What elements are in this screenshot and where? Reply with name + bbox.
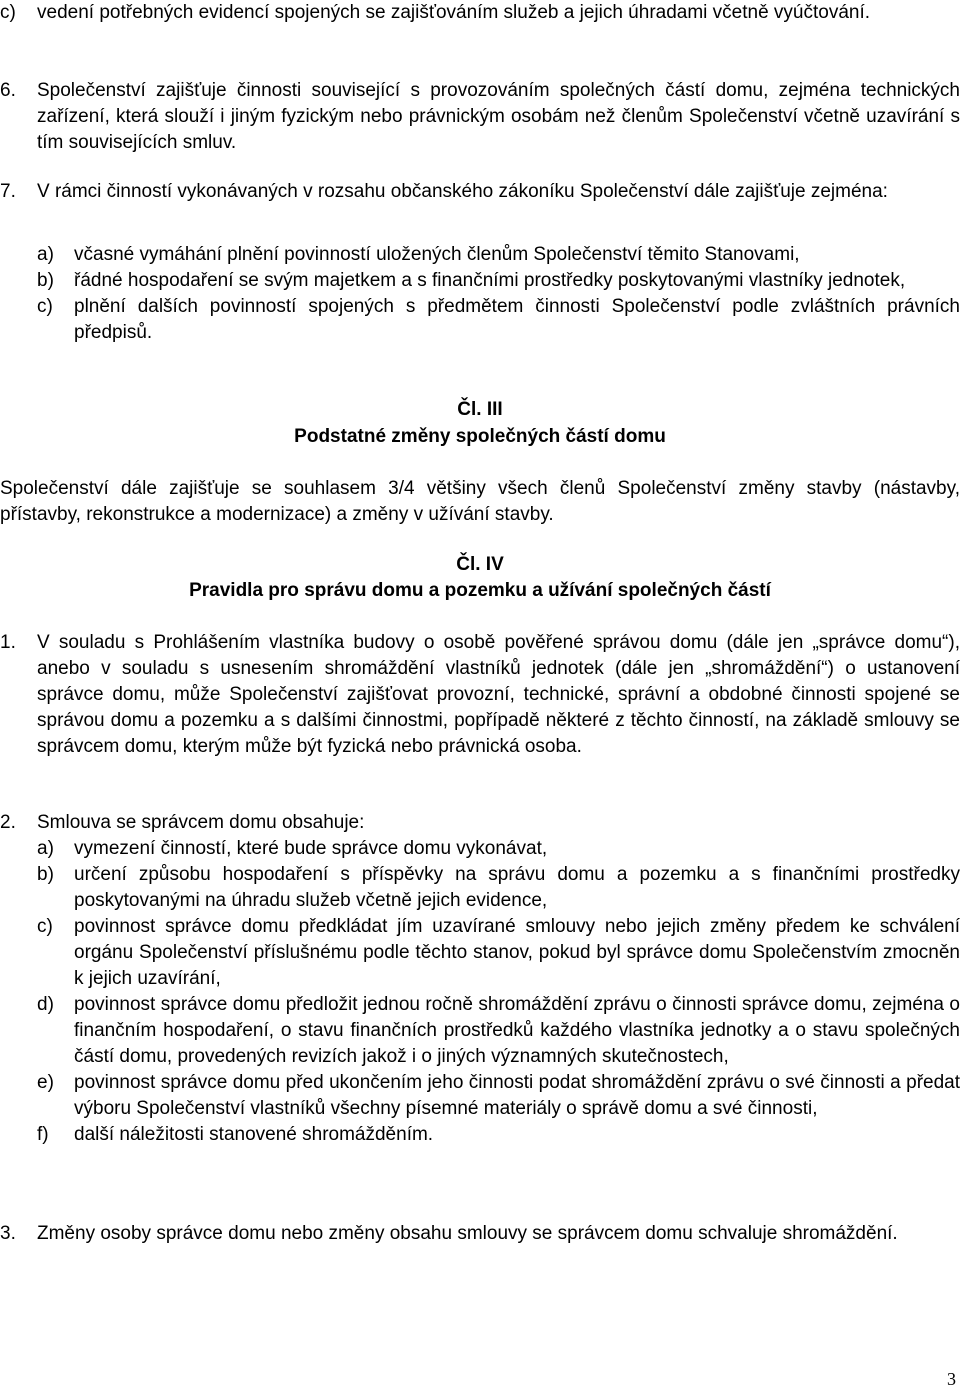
item-number: 2. (0, 812, 16, 833)
section-4-heading: Čl. IV (456, 554, 504, 575)
item-number: 3. (0, 1223, 16, 1244)
item-text: Smlouva se správcem domu obsahuje: (37, 812, 365, 833)
section-3-title: Podstatné změny společných částí domu (294, 426, 666, 447)
item-text: vedení potřebných evidencí spojených se zajišťováním služeb a jejich úhradami včetně vyúčtování. (37, 2, 871, 23)
sub-item-text: vymezení činností, které bude správce domu vykonávat, (74, 838, 548, 859)
sub-item-text: včasné vymáhání plnění povinností uložených členům Společenství těmito Stanovami, (74, 244, 800, 265)
sub-item-b (0, 862, 960, 914)
sub-item-d (0, 992, 960, 1070)
item-text: Změny osoby správce domu nebo změny obsahu smlouvy se správcem domu schvaluje shromáždění. (37, 1223, 898, 1244)
list-item-7 (0, 179, 960, 205)
item-text: Společenství zajišťuje činnosti související s provozováním společných částí domu, zejména technických zařízení, která slouží i jiným fyzickým nebo právnickým osobám než členům Společenství včetně uzavírání s tím souvisejících smluv. (37, 80, 960, 153)
sub-item-letter: e) (37, 1072, 54, 1093)
sub-item-letter: c) (37, 296, 53, 317)
item-number: 7. (0, 181, 16, 202)
sub-item-text: další náležitosti stanovené shromážděním. (74, 1124, 434, 1145)
list-item-4-2 (0, 810, 960, 836)
sub-item-e (0, 1070, 960, 1122)
item-7-sublist (0, 242, 960, 346)
sub-item-a (0, 242, 960, 268)
sub-item-c (0, 294, 960, 346)
item-number: 1. (0, 632, 16, 653)
sub-item-text: plnění dalších povinností spojených s předmětem činnosti Společenství podle zvláštních právních předpisů. (74, 296, 960, 343)
section-3-heading: Čl. III (457, 399, 503, 420)
sub-item-text: řádné hospodaření se svým majetkem a s finančními prostředky poskytovanými vlastníky jednotek, (74, 270, 906, 291)
item-4-2-sublist (0, 836, 960, 1148)
sub-item-letter: b) (37, 270, 54, 291)
list-item-6 (0, 78, 960, 156)
sub-item-b (0, 268, 960, 294)
list-item-4-1 (0, 630, 960, 760)
sub-item-text: určení způsobu hospodaření s příspěvky na správu domu a pozemku a s finančními prostředky poskytovanými na úhradu služeb včetně jejich evidence, (74, 864, 960, 911)
item-letter: c) (0, 2, 16, 23)
list-item-top-c (0, 0, 960, 26)
section-4-title: Pravidla pro správu domu a pozemku a užívání společných částí (189, 580, 771, 601)
sub-item-text: povinnost správce domu předložit jednou ročně shromáždění zprávu o činnosti správce domu, zejména o finančním hospodaření, o stavu finančních prostředků každého vlastníka jednotky a o stavu společných částí domu, provedených revizích jakož i o jiných významných skutečnostech, (74, 994, 960, 1067)
section-3-paragraph: Společenství dále zajišťuje se souhlasem 3/4 většiny všech členů Společenství změny stavby (nástavby, přístavby, rekonstrukce a modernizace) a změny v užívání stavby. (0, 478, 960, 525)
item-text: V souladu s Prohlášením vlastníka budovy o osobě pověřené správou domu (dále jen „správce domu“), anebo v souladu s usnesením shromáždění vlastníků jednotek (dále jen „shromáždění“) o ustanovení správce domu, může Společenství zajišťovat provozní, technické, správní a obdobné činnosti spojené se správou domu a pozemku a s dalšími činnostmi, popřípadě některé z těchto činností, na základě smlouvy se správcem domu, kterým může být fyzická nebo právnická osoba. (37, 632, 960, 757)
page-number: 3 (947, 1369, 956, 1389)
sub-item-letter: a) (37, 838, 54, 859)
list-item-4-3 (0, 1221, 960, 1247)
sub-item-text: povinnost správce domu před ukončením jeho činnosti podat shromáždění zprávu o své činnosti a předat výboru Společenství vlastníků všechny písemné materiály o správě domu a své činnosti, (74, 1072, 960, 1119)
sub-item-letter: b) (37, 864, 54, 885)
sub-item-a (0, 836, 960, 862)
item-text: V rámci činností vykonávaných v rozsahu občanského zákoníku Společenství dále zajišťuje zejména: (37, 181, 888, 202)
sub-item-letter: d) (37, 994, 54, 1015)
sub-item-c (0, 914, 960, 992)
sub-item-letter: c) (37, 916, 53, 937)
sub-item-f (0, 1122, 960, 1148)
sub-item-letter: a) (37, 244, 54, 265)
sub-item-letter: f) (37, 1124, 49, 1145)
item-number: 6. (0, 80, 16, 101)
sub-item-text: povinnost správce domu předkládat jím uzavírané smlouvy nebo jejich změny předem ke schválení orgánu Společenství příslušnému podle těchto stanov, pokud byl správce domu Společenstvím zmocněn k jejich uzavírání, (74, 916, 960, 989)
